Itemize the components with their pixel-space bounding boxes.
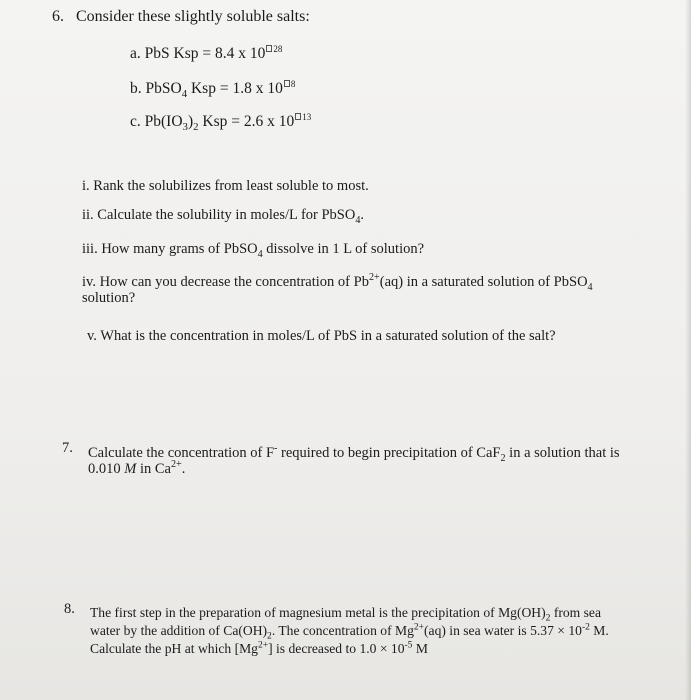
- salt-c-equals: =: [231, 113, 241, 131]
- salt-c-label: c.: [130, 113, 141, 131]
- q6-part-ii: ii. Calculate the solubility in moles/L for PbSO$_4$.: [82, 207, 365, 226]
- salt-c-base: 10: [278, 113, 295, 131]
- salt-a-label: a.: [130, 45, 141, 63]
- question-8-number: 8.: [64, 601, 75, 617]
- q6-part-v: v. What is the concentration in moles/L of PbS in a saturated solution of the salt?: [87, 328, 556, 344]
- salt-b: [130, 79, 296, 101]
- question-6-prompt: Consider these slightly soluble salts:: [76, 8, 310, 25]
- salt-a-exponent: 28: [273, 44, 283, 54]
- salt-c-formula: $Pb(IO_3)_2$: [144, 113, 199, 134]
- missing-glyph-box: [295, 113, 301, 120]
- salt-a-mantissa: 8.4: [215, 45, 235, 63]
- salt-a-equals: =: [202, 45, 212, 63]
- salt-c-mantissa: 2.6: [243, 113, 264, 131]
- question-8-line-1: The first step in the preparation of magnesium metal is the precipitation of $Mg(OH)_2$ from sea: [90, 605, 602, 624]
- q6-part-i: i. Rank the solubilizes from least soluble to most.: [82, 178, 369, 194]
- salt-a-base: 10: [249, 45, 266, 63]
- salt-c-times: x: [267, 113, 275, 131]
- salt-a-times: x: [238, 45, 246, 63]
- question-8-line-3: Calculate the pH at which $[Mg^{2+}]$ is decreased to $1.0 \times 10^{-5}$ M: [90, 640, 428, 656]
- salt-a-formula: PbS: [144, 45, 170, 63]
- salt-b-ksp-label: Ksp: [190, 80, 216, 98]
- salt-b-equals: =: [219, 80, 229, 98]
- salt-b-base: 10: [267, 80, 283, 98]
- question-7-line-2: 0.010 M in $Ca^{2+}$.: [88, 459, 186, 477]
- salt-a-ksp-label: Ksp: [173, 45, 199, 63]
- salt-b-label: b.: [130, 80, 142, 98]
- salt-c-exponent: 13: [302, 112, 312, 122]
- question-7-number: 7.: [62, 440, 73, 456]
- salt-b-times: x: [255, 80, 264, 98]
- salt-c: [130, 112, 312, 134]
- salt-b-exponent: 8: [290, 79, 296, 89]
- page-edge-shadow: [685, 0, 691, 700]
- salt-b-formula: PbSO$_4$: [145, 80, 188, 101]
- salt-b-mantissa: 1.8: [232, 80, 252, 98]
- question-6-heading: [52, 8, 310, 26]
- q6-part-iv: iv. How can you decrease the concentration of $Pb^{2+}(aq)$ in a saturated solution of PbSO$_4$: [82, 272, 593, 293]
- salt-c-ksp-label: Ksp: [202, 113, 228, 131]
- q6-part-iii: iii. How many grams of PbSO$_4$ dissolve in 1 L of solution?: [82, 241, 425, 260]
- salt-a: [130, 44, 282, 63]
- question-6-number: 6.: [52, 8, 64, 25]
- missing-glyph-box: [266, 45, 272, 52]
- question-8-line-2: water by the addition of $Ca(OH)_2$. The concentration of $Mg^{2+}(aq)$ in sea water is $5.37 \times 10^{-2}$ M.: [90, 622, 609, 642]
- question-7-line-1: Calculate the concentration of F- required to begin precipitation of CaF$_2$ in a solution that is: [88, 443, 620, 464]
- q6-part-iv-continued: solution?: [82, 290, 136, 306]
- missing-glyph-box: [284, 80, 290, 87]
